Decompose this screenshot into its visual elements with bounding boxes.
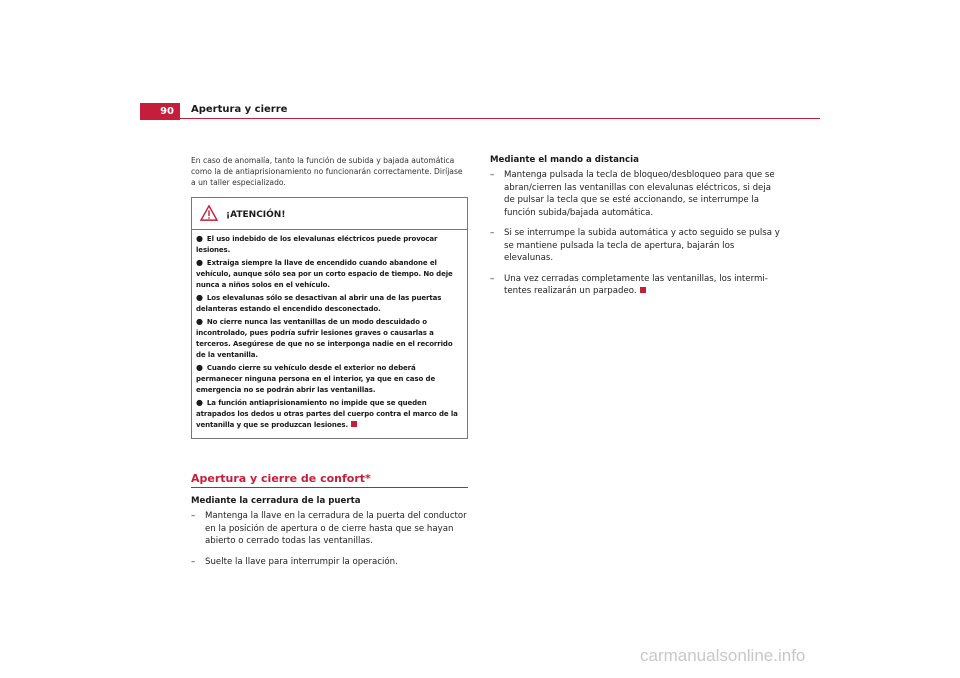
warning-item: ● La función antiaprisionamiento no impide que se queden atrapados los dedos u otras partes del cuerpo contra el marco de la ventanilla y que se produzcan lesiones. <box>196 398 458 429</box>
step-dash: – <box>191 556 196 567</box>
step-dash: – <box>490 170 495 180</box>
warning-title: ¡ATENCIÓN! <box>226 210 286 220</box>
step-item: – Una vez cerradas completamente las ventanillas, los intermi-tentes realizarán un parpadeo. <box>490 273 768 296</box>
step-item: – Mantenga pulsada la tecla de bloqueo/desbloqueo para que se abran/cierren las ventanillas con elevalunas eléctricos, si deja de pulsar la tecla que se esté accionando, se interrumpe la función subida/bajada automática. <box>490 170 775 218</box>
step-item: – Mantenga la llave en la cerradura de la puerta del conductor en la posición de apertura o de cierre hasta que se hayan abierto o cerrado todas las ventanillas. <box>191 511 467 546</box>
end-of-section-mark <box>351 421 357 427</box>
bullet: ● <box>196 258 203 267</box>
warning-divider <box>192 229 467 230</box>
right-column <box>490 155 780 306</box>
step-dash: – <box>490 273 495 284</box>
bullet: ● <box>196 363 203 372</box>
warning-item: ● El uso indebido de los elevalunas eléctricos puede provocar lesiones. <box>196 234 438 254</box>
warning-item: ● Cuando cierre su vehículo desde el exterior no deberá permanecer ninguna persona en el interior, ya que en caso de emergencia no se podrán abrir las ventanillas. <box>196 363 436 394</box>
bullet: ● <box>196 398 203 407</box>
bullet: ● <box>196 234 203 243</box>
warning-item: ● Los elevalunas sólo se desactivan al abrir una de las puertas delanteras estando el encendido desconectado. <box>196 293 442 313</box>
bullet: ● <box>196 317 203 326</box>
left-column <box>191 155 468 576</box>
step-dash: – <box>490 228 495 238</box>
page-number: 90 <box>140 103 180 120</box>
page-header-title: Apertura y cierre <box>191 104 288 115</box>
step-item: – Si se interrumpe la subida automática y acto seguido se pulsa y se mantiene pulsada la tecla de apertura, bajarán los elevalunas. <box>490 228 780 263</box>
door-lock-heading: Mediante la cerradura de la puerta <box>191 496 361 506</box>
remote-heading: Mediante el mando a distancia <box>490 155 639 165</box>
bullet: ● <box>196 293 203 302</box>
intro-paragraph: En caso de anomalía, tanto la función de subida y bajada automática como la de antiaprisionamiento no funcionarán correctamente. Diríjase a un taller especializado. <box>191 156 463 187</box>
watermark: carmanualsonline.info <box>640 646 806 665</box>
step-dash: – <box>191 511 196 521</box>
warning-box <box>191 197 468 439</box>
header-divider <box>140 118 820 119</box>
warning-item: ● Extraiga siempre la llave de encendido cuando abandone el vehículo, aunque sólo sea por un corto espacio de tiempo. No deje nunca a niños solos en el vehículo. <box>196 258 453 289</box>
section-heading: Apertura y cierre de confort* <box>191 472 468 488</box>
step-item: – Suelte la llave para interrumpir la operación. <box>191 556 398 567</box>
warning-header <box>200 204 463 226</box>
warning-triangle-icon <box>200 205 218 225</box>
warning-item: ● No cierre nunca las ventanillas de un modo descuidado o incontrolado, pues podría sufrir lesiones graves o causarlas a terceros. Asegúrese de que no se interponga nadie en el recorrido de la ventanilla. <box>196 317 453 359</box>
end-of-section-mark <box>640 287 646 293</box>
